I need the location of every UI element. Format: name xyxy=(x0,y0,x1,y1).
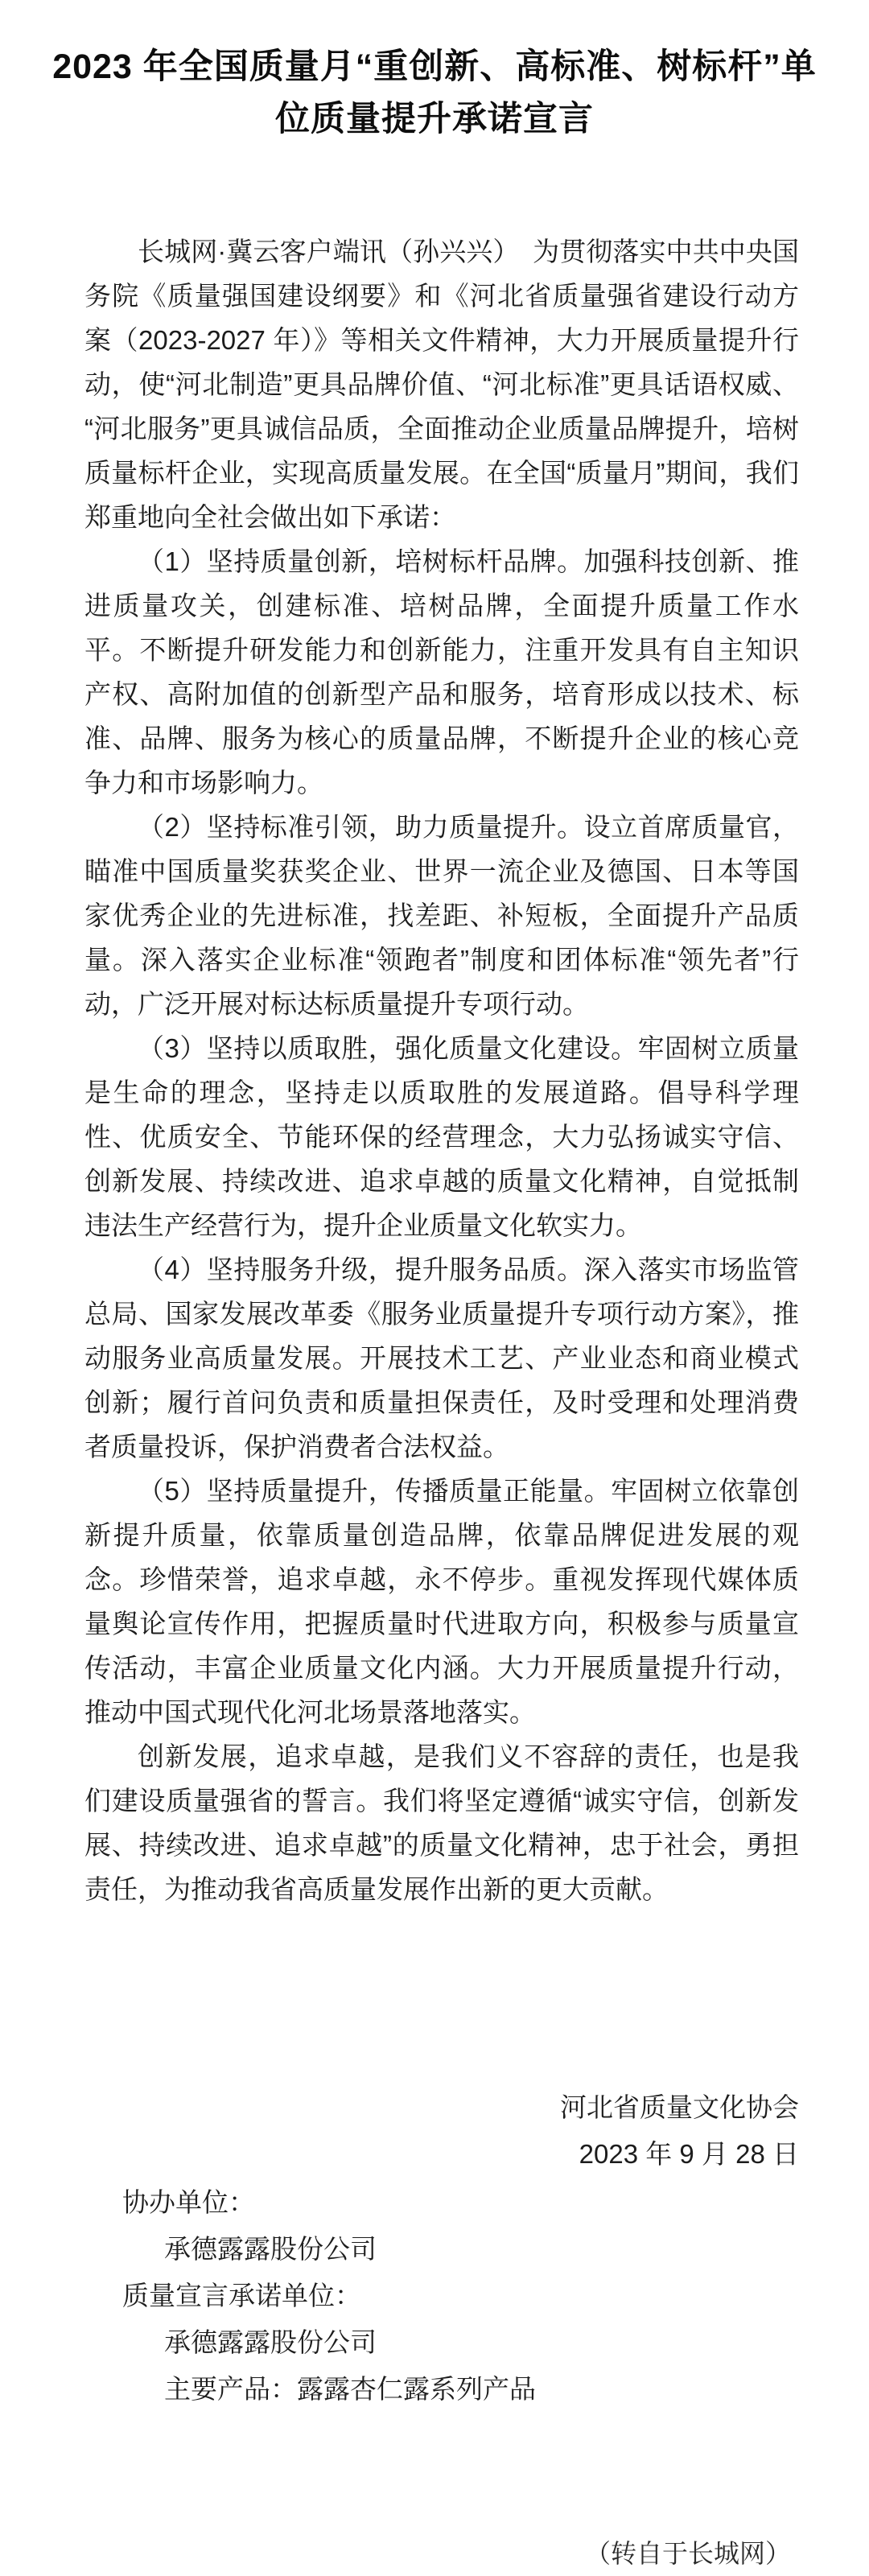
pledge-unit-label: 质量宣言承诺单位： xyxy=(122,2280,361,2310)
article-paragraph-pledge-3: （3）坚持以质取胜，强化质量文化建设。牢固树立质量是生命的理念，坚持走以质取胜的发展道路。倡导科学理性、优质安全、节能环保的经营理念，大力弘扬诚实守信、创新发展、持续改进、追求卓越的质量文化精神，自觉抵制违法生产经营行为，提升企业质量文化软实力。 xyxy=(84,1032,799,1240)
footer-info-block xyxy=(0,2179,869,2413)
article-paragraph-pledge-5: （5）坚持质量提升，传播质量正能量。牢固树立依靠创新提升质量，依靠质量创造品牌，依靠品牌促进发展的观念。珍惜荣誉，追求卓越，永不停步。重视发挥现代媒体质量舆论宣传作用，把握质量时代进取方向，积极参与质量宣传活动，丰富企业质量文化内涵。大力开展质量提升行动，推动中国式现代化河北场景落地落实。 xyxy=(84,1475,799,1727)
co-organizer-name: 承德露露股份公司 xyxy=(164,2233,377,2264)
co-organizer-label: 协办单位： xyxy=(122,2187,255,2217)
article-paragraph-intro: 长城网·冀云客户端讯（孙兴兴） 为贯彻落实中共中央国务院《质量强国建设纲要》和《河北省质量强省建设行动方案（2023-2027 年）》等相关文件精神，大力开展质量提升行动，使“河北制造”更具品牌价值、“河北标准”更具话语权威、“河北服务”更具诚信品质，全面推动企业质量品牌提升，培树质量标杆企业，实现高质量发展。在全国“质量月”期间，我们郑重地向全社会做出如下承诺： xyxy=(84,236,799,532)
document-title-line-2: 位质量提升承诺宣言 xyxy=(275,99,594,138)
signature-organization: 河北省质量文化协会 xyxy=(560,2092,799,2122)
document-title-line-1: 2023 年全国质量月“重创新、高标准、树标杆”单 xyxy=(52,47,817,86)
signature-date: 2023 年 9 月 28 日 xyxy=(579,2138,799,2169)
article-paragraph-closing: 创新发展，追求卓越，是我们义不容辞的责任，也是我们建设质量强省的誓言。我们将坚定遵循“诚实守信，创新发展、持续改进、追求卓越”的质量文化精神，忠于社会，勇担责任，为推动我省高质量发展作出新的更大贡献。 xyxy=(84,1741,799,1904)
signature-block xyxy=(0,2084,799,2178)
article-paragraph-pledge-4: （4）坚持服务升级，提升服务品质。深入落实市场监管总局、国家发展改革委《服务业质量提升专项行动方案》，推动服务业高质量发展。开展技术工艺、产业业态和商业模式创新；履行首问负责和质量担保责任，及时受理和处理消费者质量投诉，保护消费者合法权益。 xyxy=(84,1254,799,1461)
document-title xyxy=(0,23,869,146)
article-body xyxy=(84,229,799,1911)
source-note: （转自于长城网） xyxy=(584,2538,791,2568)
article-paragraph-pledge-1: （1）坚持质量创新，培树标杆品牌。加强科技创新、推进质量攻关，创建标准、培树品牌，全面提升质量工作水平。不断提升研发能力和创新能力，注重开发具有自主知识产权、高附加值的创新型产品和服务，培育形成以技术、标准、品牌、服务为核心的质量品牌，不断提升企业的核心竞争力和市场影响力。 xyxy=(84,546,799,798)
pledge-unit-name: 承德露露股份公司 xyxy=(164,2327,377,2357)
main-products-line: 主要产品：露露杏仁露系列产品 xyxy=(164,2373,536,2404)
article-paragraph-pledge-2: （2）坚持标准引领，助力质量提升。设立首席质量官，瞄准中国质量奖获奖企业、世界一流企业及德国、日本等国家优秀企业的先进标准，找差距、补短板，全面提升产品质量。深入落实企业标准“领跑者”制度和团体标准“领先者”行动，广泛开展对标达标质量提升专项行动。 xyxy=(84,811,799,1019)
